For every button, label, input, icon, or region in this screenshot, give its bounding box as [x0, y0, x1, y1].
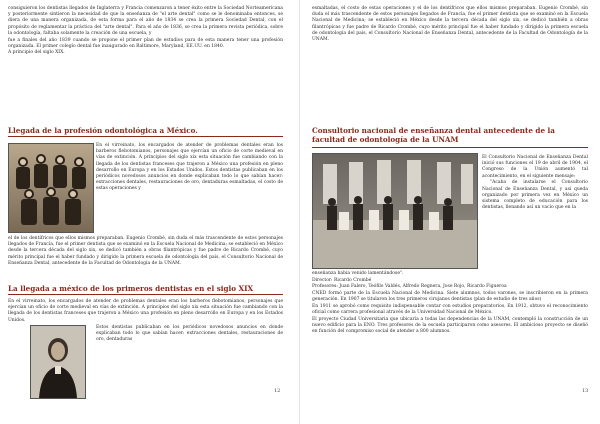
dental-clinic-photo: [312, 153, 478, 269]
section-title-llegada: Llegada de la profesión odontológica a México.: [8, 126, 198, 135]
section-title-consultorio: Consultorio nacional de enseñanza dental antecedente de la facultad de odontología de la UNAM: [312, 126, 555, 144]
section1-text-beside-photo: [96, 143, 283, 193]
section1-text-full: [8, 236, 283, 268]
section2-paragraph-a: En el virreinato, los encargados de atender de problemas dentales eran los barberos flebotomianos, personajes que ejercían un oficio de corte medieval en vías de extinción. A principios del siglo xix esta situación fue cambiando con la llegada de los dentistas franceses que trajeron a México una profesión en pleno desarrollo en Europa y en los Estados Unidos.: [8, 299, 283, 323]
consultorio-paragraph: El proyecto Ciudad Universitaria que ubicaría a todas las dependencias de la UNAM, contempló la construcción de un nuevo edificio para la ENO. Tres profesores de la escuela participaron como asesores. El ambicioso proyecto se diseñó en función del compromiso social de atender a 800 alumnos.: [312, 316, 588, 335]
consultorio-paragraph: enseñanza había venido lamentándose".: [312, 271, 404, 276]
portrait-photo-image: [31, 326, 85, 398]
page-number-left: 12: [274, 388, 281, 394]
page-number-right: 13: [582, 388, 589, 394]
consultorio-paragraph: En 1911 se aprobó como requisito indispensable contar con estudios preparatorios. En 1912, obtuvo el reconocimiento oficial como carrera profesional através de la Universidad Nacional de México.: [312, 304, 588, 316]
consultorio-quote: "Acaba de instalarse el Consultorio Nacional de Enseñanza Dental, y así queda organizado por primera vez en México un sistema completo de educación para los dentistas, llenando así un vacío que en la: [482, 180, 588, 211]
consultorio-text-full: [312, 271, 588, 336]
section1-paragraph-b: el de los dentífricos que ellos mismos preparaban. Eugenio Crombé, sin duda el más trascendente de estos personajes llegados de Francia, fue el primer dentista que se examinó en la Escuela Nacional de Medicina; se estableció en México desde la tercera década del siglo xix, se dedicó también a obras filantrópicas y fue padre de Ricardo Crombé, cuyo mérito principal fue el haber fundado y dirigido la primera escuela de odontología del país, el Consultorio Nacional de Enseñanza Dental, antecedente de la Facultad de Odontología de la UNAM.: [8, 236, 283, 266]
consultorio-profesores: Profesores: Juan Falero, Teófilo Valdés, Alfredo Regnera, Jose Rojo, Ricardo Figueroa: [312, 284, 507, 290]
clinic-photo-image: [313, 154, 477, 268]
section-title-primeros-dentistas: La llegada a méxico de los primeros dentistas en el siglo XIX: [8, 284, 254, 293]
section2-paragraph-b: Estos dentistas publicaban en los periódicos novedosos anuncios en donde explicaban todo lo que sabían hacer: extracciones dentales, restauraciones de oro, dentaduras: [96, 325, 283, 343]
right-top-paragraph: esmaltadas, el costo de estas operaciones y el de los dentífricos que ellos mismos preparaban. Eugenio Crombé, sin duda el más trascendente de estos personajes llegados de Francia, fue el primer dentista que se examinó en la Escuela Nacional de Medicina; se estableció en México desde la tercera década del siglo xix, se dedicó también a obras filantrópicas y fue padre de Ricardo Crombé, cuyo mérito principal fue el haber fundado y dirigido la primera escuela de odontología del país, el Consultorio Nacional de Enseñanza Dental, antecedente de la Facultad de Odontología de la UNAM.: [312, 6, 588, 43]
consultorio-paragraph-a: El Consultorio Nacional de Enseñanza Dental inició sus funciones el 19 de abril de 1904, el Congreso de la Unión aumentó tal acontecimiento, en el siguiente mensaje:: [482, 155, 588, 179]
consultorio-director: Director: Ricardo Crombé: [312, 277, 372, 283]
intro-paragraph: consiguieron los dentistas llegados de Inglaterra y Francia comenzaron a tener éxito entre la Sociedad Norteamericana y posteriormente sintieron la necesidad de que la enseñanza de "el arte dental" como se le denominaba entonces, se diera de una manera organizada, de esta forma para el año de 1834 se crea la primera Sociedad Dental, con el propósito de reglamentar la práctica del "arte dental". Para el año de 1836, se crea la primera revista periódica, sobre la odontología, faltaba solamente la creación de una escuela, y: [8, 6, 283, 36]
right-top-text: [312, 6, 588, 44]
section2-text-beside-photo: [96, 325, 283, 344]
section-rule: [8, 136, 283, 137]
section2-text-full: [8, 299, 283, 324]
right-page: [300, 0, 600, 424]
consultorio-text-beside-photo: [482, 155, 588, 212]
consultorio-paragraph: CNED formó parte de la Escuela Nacional de Medicina. Siete alumnos, todos varones, se inscribieron en la primera generación. En 1907 se titularon los tres primeros cirujanos dentistas (plan de estudio de tres años): [312, 291, 588, 303]
group-photo-dentists: [8, 143, 94, 233]
section1-paragraph-a: En el virreinato, los encargados de atender de problemas dentales eran los barberos flebotomianos, personajes que ejercían un oficio de corte medieval en vías de extinción. A principios del siglo xix esta situación fue cambiando con la llegada de los dentistas franceses que trajeron a México una profesión en pleno desarrollo en Europa y en los Estados Unidos. Estos dentistas publicaban en los periódicos novedosos anuncios en donde explicaban todo lo que sabían hacer: extracciones dentales, restauraciones de oro, dentaduras esmaltadas, el costo de estas operaciones y: [96, 143, 283, 192]
group-photo-image: [9, 144, 93, 232]
intro-paragraph: A principio del siglo XIX.: [8, 50, 65, 56]
section-rule: [312, 147, 588, 148]
intro-text: [8, 6, 283, 57]
section-rule: [8, 294, 283, 295]
intro-paragraph: fue a finales del año 1839 cuando se propone el primer plan de estudios para de esta manera tener una profesión organizada. El primer colegio dental fue inaugurado en Baltimore, Maryland, EE.UU. en 1840.: [8, 37, 283, 49]
portrait-photo-dentist: [30, 325, 86, 399]
